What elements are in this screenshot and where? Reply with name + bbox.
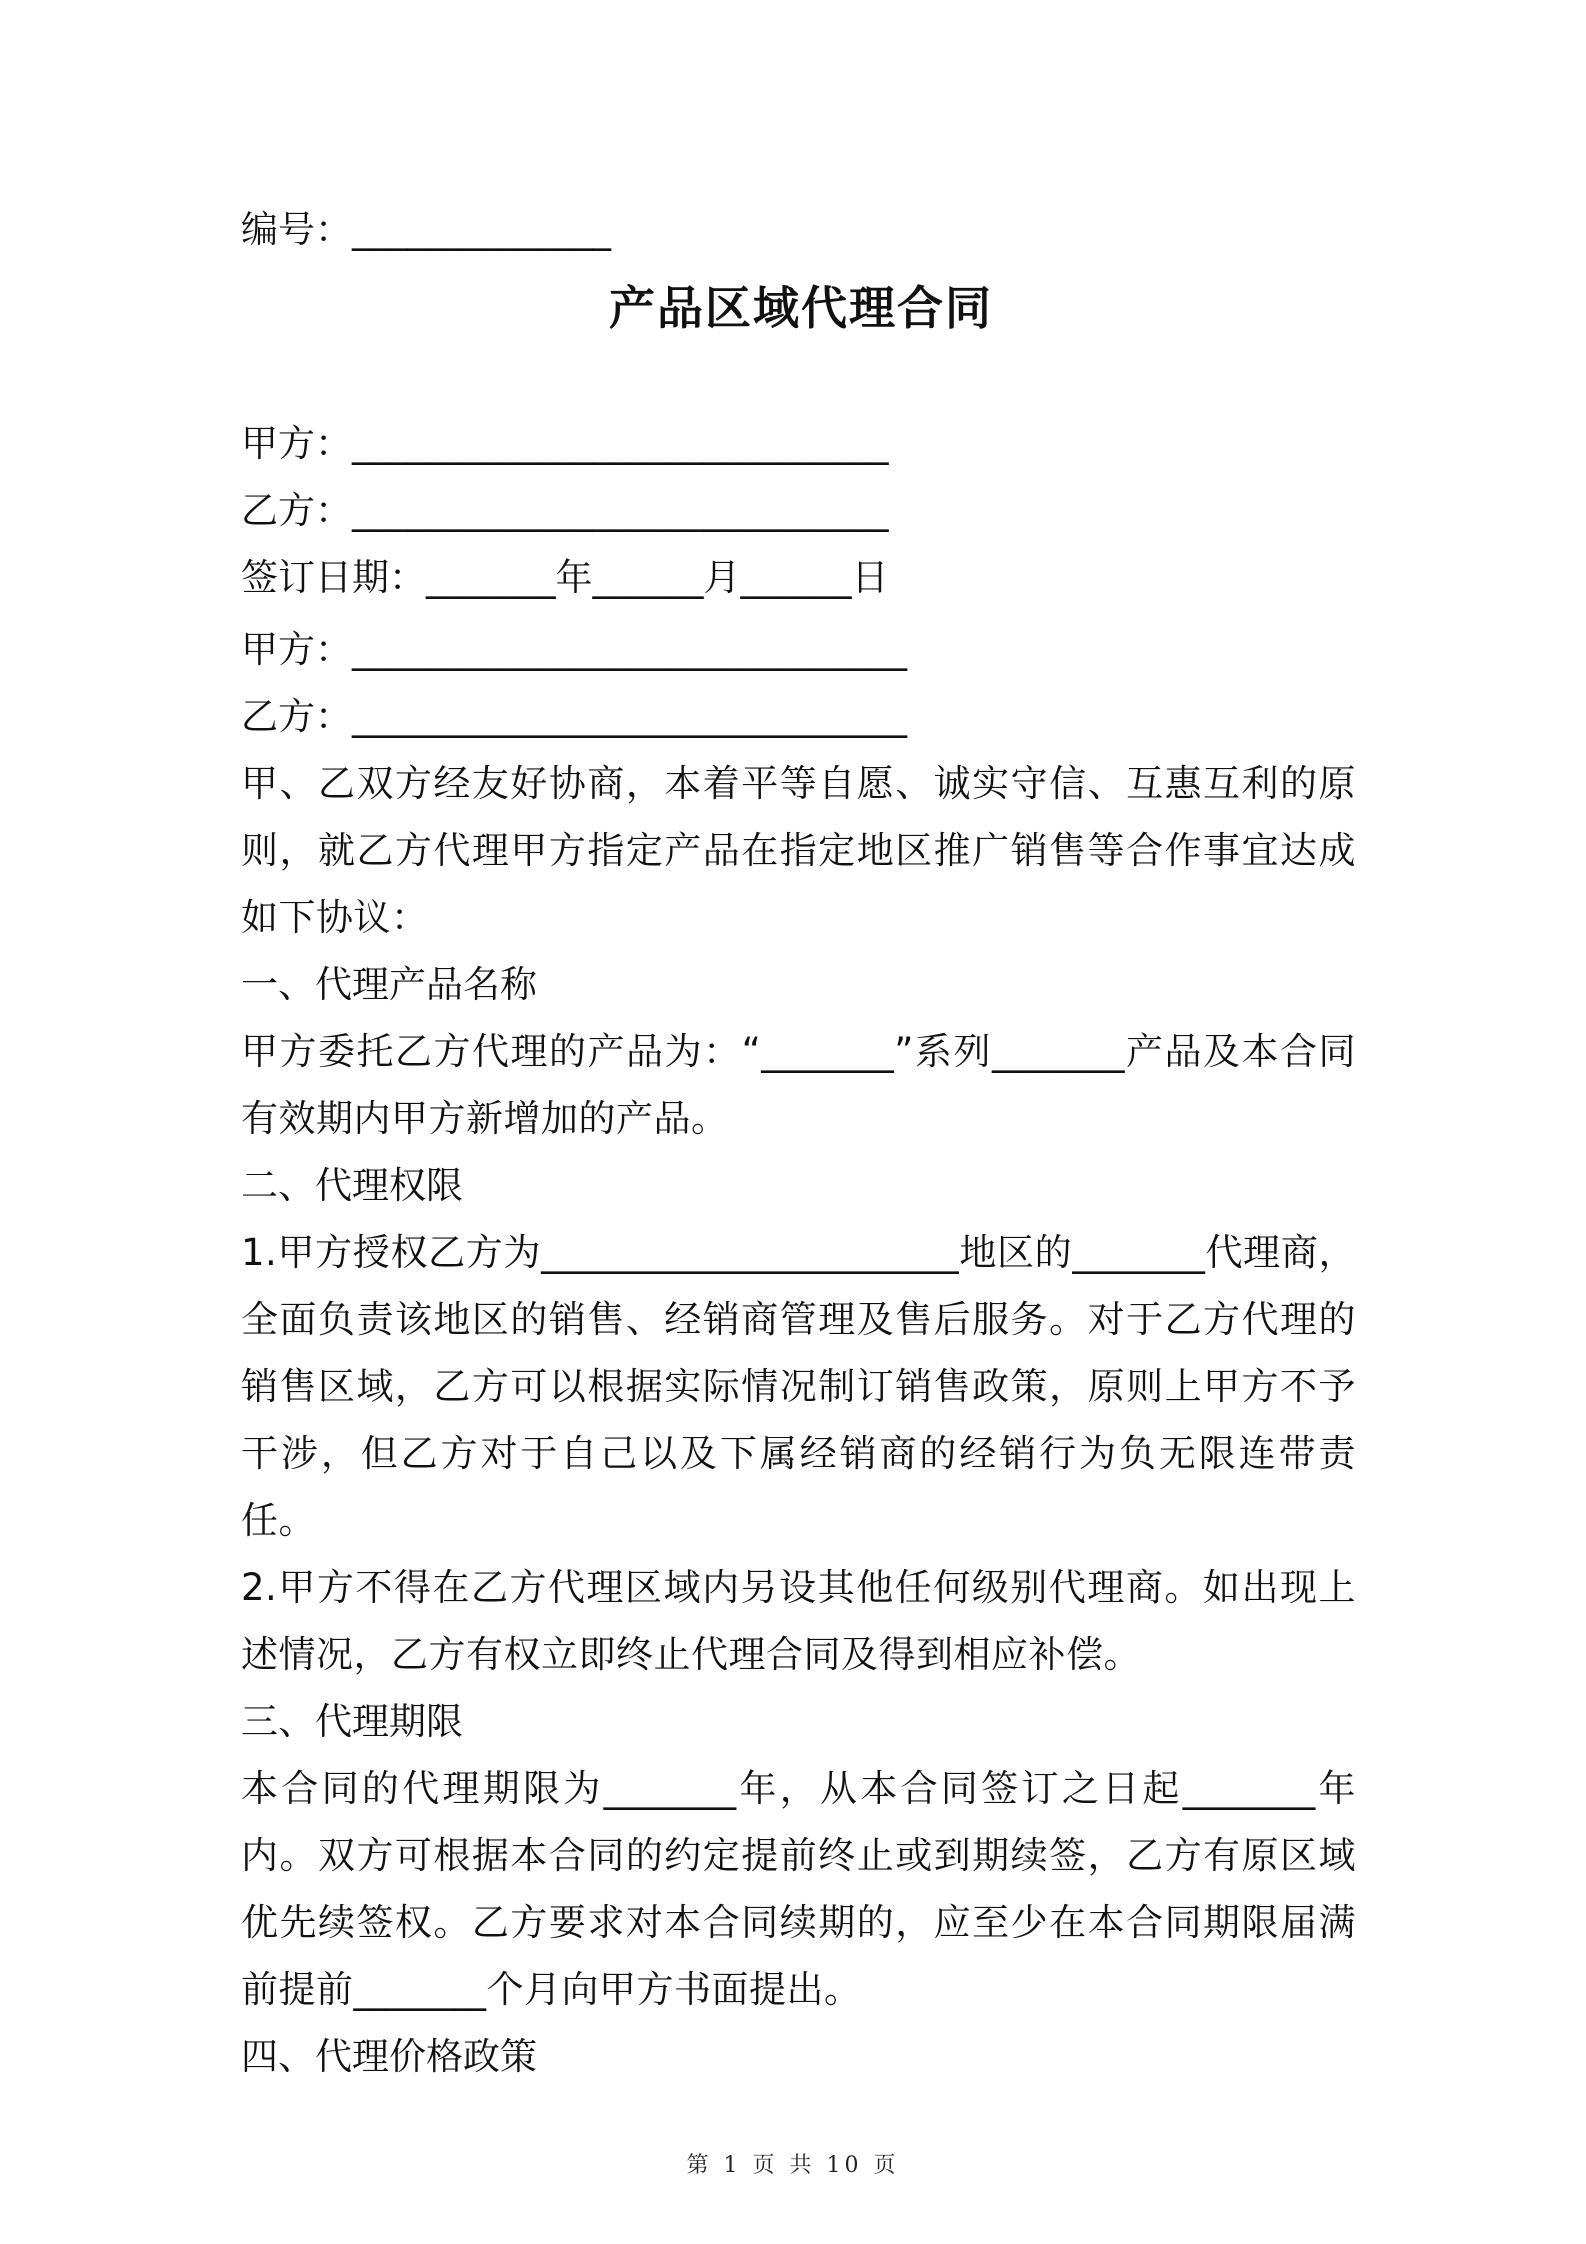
section-2-item-1: 1.甲方授权乙方为______________________地区的_______代理商，全面负责该地区的销售、经销商管理及售后服务。对于乙方代理的销售区域，乙方可以根据实际情况制订销售政策，原则上甲方不予干涉，但乙方对于自己以及下属经销商的经销行为负无限连带责任。	[241, 1231, 1356, 1542]
section-1-body: 甲方委托乙方代理的产品为：“_______”系列_______产品及本合同有效期内甲方新增加的产品。	[241, 1030, 1356, 1140]
section-2-heading: 二、代理权限	[241, 1164, 463, 1207]
spacer	[241, 346, 1361, 410]
party-a-field-2: 甲方：______________________________	[241, 628, 907, 671]
document-body	[241, 196, 1361, 2090]
party-b-field-2: 乙方：______________________________	[241, 695, 907, 738]
section-3-heading: 三、代理期限	[241, 1700, 463, 1743]
sign-date-field: 签订日期：_______年______月______日	[241, 556, 889, 599]
page-number-footer: 第 1 页 共 10 页	[686, 2153, 900, 2178]
serial-number-line: 编号：______________	[241, 208, 611, 251]
section-1-heading: 一、代理产品名称	[241, 963, 537, 1006]
document-title: 产品区域代理合同	[609, 281, 993, 335]
party-a-field: 甲方：_____________________________	[241, 422, 889, 465]
party-b-field: 乙方：_____________________________	[241, 489, 889, 532]
section-4-heading: 四、代理价格政策	[241, 2035, 537, 2078]
intro-paragraph: 甲、乙双方经友好协商，本着平等自愿、诚实守信、互惠互利的原则，就乙方代理甲方指定产品在指定地区推广销售等合作事宜达成如下协议：	[241, 762, 1356, 939]
section-2-item-2: 2.甲方不得在乙方代理区域内另设其他任何级别代理商。如出现上述情况，乙方有权立即终止代理合同及得到相应补偿。	[241, 1566, 1356, 1676]
section-3-body: 本合同的代理期限为_______年，从本合同签订之日起_______年内。双方可根据本合同的约定提前终止或到期续签，乙方有原区域优先续签权。乙方要求对本合同续期的，应至少在本合同期限届满前提前_______个月向甲方书面提出。	[241, 1767, 1356, 2011]
